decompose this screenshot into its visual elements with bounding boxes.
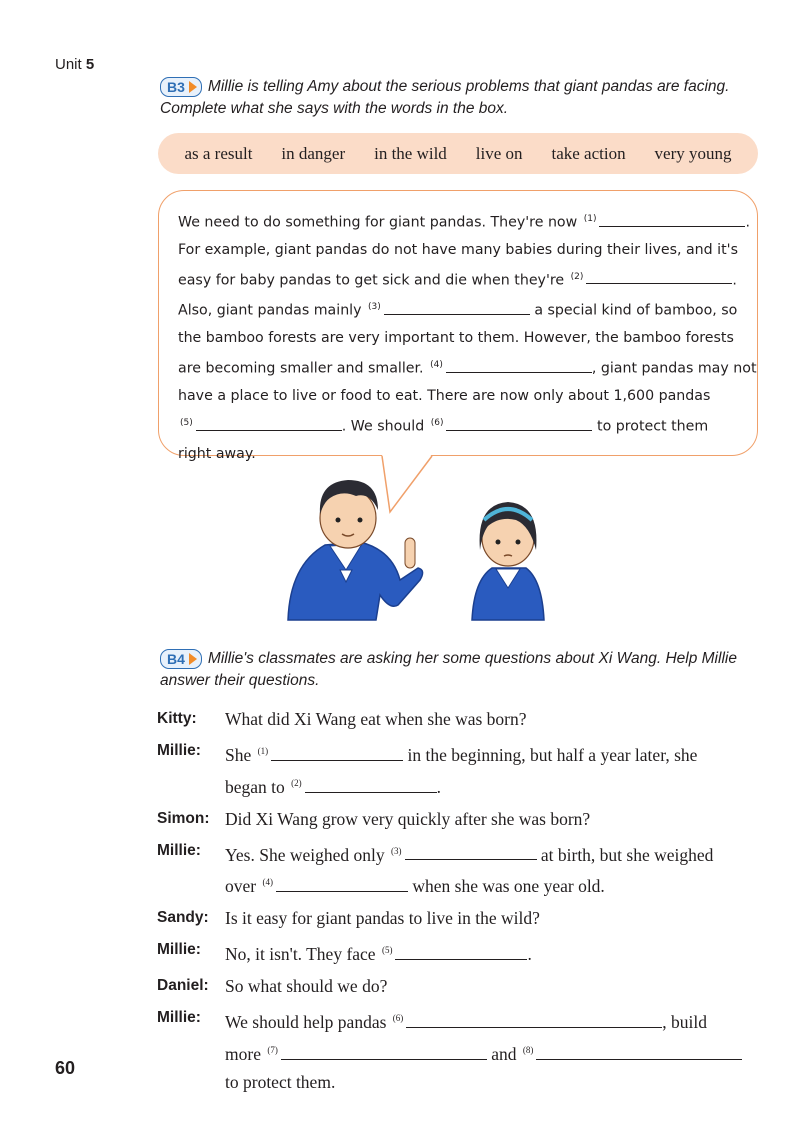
dialog-row: Millie: No, it isn't. They face $^{(5)}$ .	[157, 936, 767, 968]
blank-b4-4[interactable]	[276, 875, 408, 892]
dialog-row: Kitty: What did Xi Wang eat when she was born?	[157, 705, 767, 733]
blank-b4-1[interactable]	[271, 744, 403, 761]
page-number: 60	[55, 1058, 76, 1078]
dialog-row: Daniel: So what should we do?	[157, 972, 767, 1000]
speaker-name: Millie:	[157, 941, 201, 959]
dialog-row: Sandy: Is it easy for giant pandas to live in the wild?	[157, 904, 767, 932]
dialog	[157, 705, 767, 1100]
blank-3[interactable]	[384, 300, 530, 315]
word-option: live on	[475, 143, 523, 163]
blank-b4-3[interactable]	[405, 843, 537, 860]
blank-2[interactable]	[586, 269, 732, 284]
section-arrow-icon	[189, 81, 197, 93]
blank-b4-5[interactable]	[395, 943, 527, 960]
word-box	[158, 133, 758, 174]
speaker-name: Sandy:	[157, 909, 209, 927]
speaker-name: Kitty:	[157, 710, 197, 727]
boy-student-illustration	[288, 480, 423, 620]
passage: We need to do something for giant pandas. They're now $^{(1)}$ . For example, giant pandas do not have many babies during their lives, and it's easy for baby pandas to get sick and die when they're $^{(2)}$ . Also, giant pandas mainly $^{(3)}$ a special kind of bamboo, so the bamboo forests are very important to them. However, the bamboo forests are becoming smaller and smaller. $^{(4)}$ , giant pandas may not have a place to live or food to eat. There are now only about 1,600 pandas $^{(5)}$ . We should $^{(6)}$ to protect them right away.	[178, 206, 743, 468]
speaker-name: Millie:	[157, 841, 201, 859]
section-arrow-icon	[189, 653, 197, 665]
blank-4[interactable]	[446, 358, 592, 373]
b4-badge: B4	[160, 649, 202, 669]
unit-label: Unit 5	[55, 56, 95, 73]
blank-b4-8[interactable]	[536, 1043, 742, 1060]
word-option: take action	[551, 143, 626, 163]
blank-5[interactable]	[196, 416, 342, 431]
word-option: as a result	[184, 143, 253, 163]
blank-b4-7[interactable]	[281, 1043, 487, 1060]
b4-instruction: B4 Millie's classmates are asking her some questions about Xi Wang. Help Millie answer their questions.	[160, 650, 737, 689]
speaker-name: Millie:	[157, 1009, 201, 1027]
blank-6[interactable]	[446, 416, 592, 431]
speaker-name: Simon:	[157, 809, 210, 827]
dialog-row: Millie: She $^{(1)}$ in the beginning, but half a year later, she began to $^{(2)}$ .	[157, 737, 767, 801]
speaker-name: Millie:	[157, 742, 201, 759]
girl-student-illustration	[472, 502, 544, 620]
word-option: in danger	[281, 143, 346, 163]
b3-instruction: B3 Millie is telling Amy about the serious problems that giant pandas are facing. Complete what she says with the words in the box.	[160, 78, 730, 117]
word-option: very young	[654, 143, 732, 163]
dialog-row: Millie: Yes. She weighed only $^{(3)}$ at birth, but she weighed over $^{(4)}$ when she was one year old.	[157, 837, 767, 901]
dialog-row: Millie: We should help pandas $^{(6)}$ , build more $^{(7)}$ and $^{(8)}$ to protect them.	[157, 1004, 767, 1096]
dialog-row: Simon: Did Xi Wang grow very quickly after she was born?	[157, 805, 767, 833]
students-illustration	[280, 470, 570, 625]
speaker-name: Daniel:	[157, 977, 209, 995]
blank-b4-6[interactable]	[406, 1011, 662, 1028]
word-option: in the wild	[374, 143, 447, 163]
b3-badge: B3	[160, 77, 202, 97]
blank-1[interactable]	[599, 212, 745, 227]
blank-b4-2[interactable]	[305, 776, 437, 793]
